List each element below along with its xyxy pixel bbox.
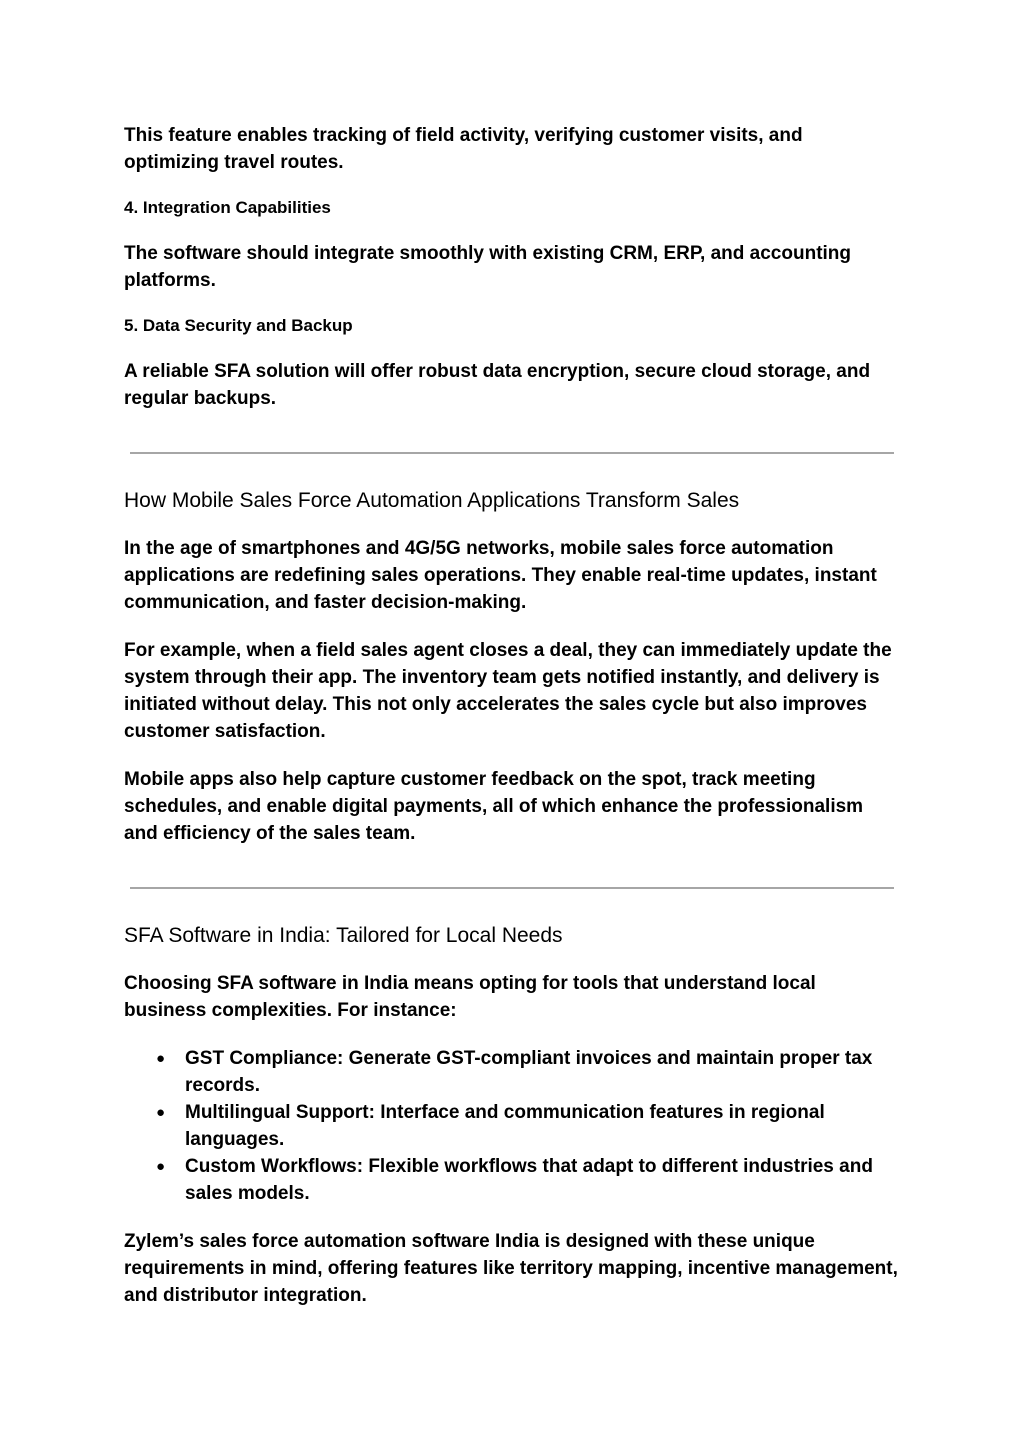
security-heading: 5. Data Security and Backup — [124, 316, 353, 335]
mobile-paragraph-1: In the age of smartphones and 4G/5G networks, mobile sales force automation applications are redefining sales operations. They enable real-time updates, instant communication, and faster decision-making. — [124, 538, 877, 613]
bullet-item — [124, 1045, 899, 1099]
document-page — [124, 122, 899, 1330]
india-section-title: SFA Software in India: Tailored for Local Needs — [124, 924, 563, 947]
bullet-text: GST Compliance: Generate GST-compliant invoices and maintain proper tax records. — [185, 1048, 873, 1096]
security-paragraph: A reliable SFA solution will offer robust data encryption, secure cloud storage, and regular backups. — [124, 361, 871, 409]
india-closing-paragraph: Zylem’s sales force automation software India is designed with these unique requirements in mind, offering features like territory mapping, incentive management, and distributor integration. — [124, 1231, 898, 1306]
bullet-dot-icon: ● — [156, 1050, 166, 1067]
bullet-item — [124, 1153, 899, 1207]
bullet-text: Custom Workflows: Flexible workflows that adapt to different industries and sales models. — [185, 1156, 873, 1204]
mobile-section-title: How Mobile Sales Force Automation Applications Transform Sales — [124, 489, 740, 512]
bullet-text: Multilingual Support: Interface and communication features in regional languages. — [185, 1102, 825, 1150]
mobile-paragraph-2: For example, when a field sales agent closes a deal, they can immediately update the system through their app. The inventory team gets notified instantly, and delivery is initiated without delay. This not only accelerates the sales cycle but also improves customer satisfaction. — [124, 640, 892, 742]
section-divider — [130, 452, 894, 454]
section-divider — [130, 887, 894, 889]
india-intro-paragraph: Choosing SFA software in India means opting for tools that understand local business complexities. For instance: — [124, 973, 816, 1021]
bullet-dot-icon: ● — [156, 1158, 166, 1175]
mobile-paragraph-3: Mobile apps also help capture customer feedback on the spot, track meeting schedules, and enable digital payments, all of which enhance the professionalism and efficiency of the sales team. — [124, 769, 864, 844]
feature-bullet-list — [124, 1045, 899, 1207]
bullet-dot-icon: ● — [156, 1104, 166, 1121]
bullet-item — [124, 1099, 899, 1153]
integration-paragraph: The software should integrate smoothly with existing CRM, ERP, and accounting platforms. — [124, 243, 852, 291]
intro-paragraph: This feature enables tracking of field activity, verifying customer visits, and optimizing travel routes. — [124, 125, 803, 173]
integration-heading: 4. Integration Capabilities — [124, 198, 331, 217]
